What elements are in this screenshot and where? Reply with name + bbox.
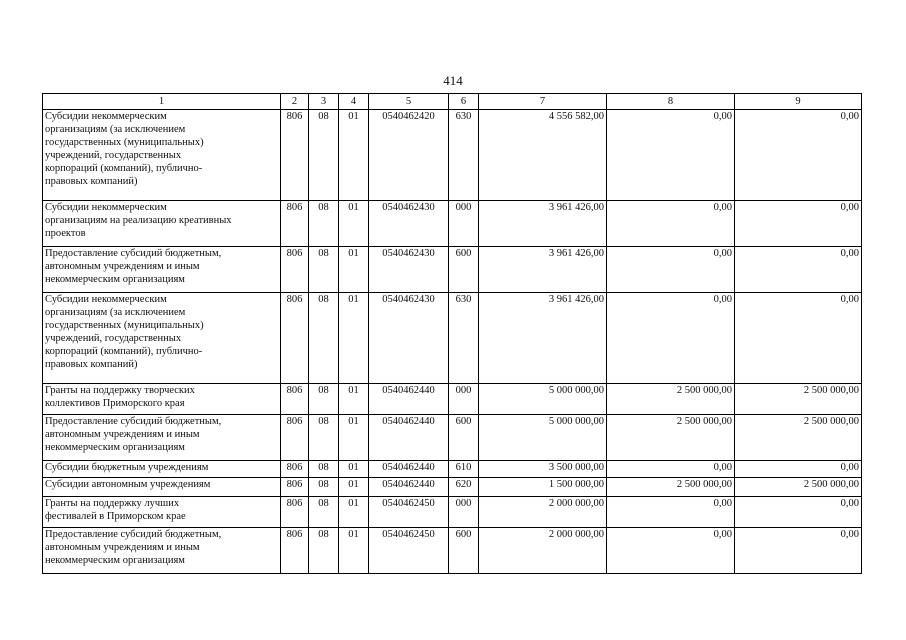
cell-amount-7: 3 961 426,00 (479, 201, 607, 247)
column-header: 5 (369, 94, 449, 110)
cell-section: 08 (309, 497, 339, 528)
budget-table (42, 93, 862, 574)
cell-expense-type: 600 (449, 528, 479, 574)
cell-amount-8: 0,00 (607, 461, 735, 478)
table-row (43, 478, 862, 497)
cell-amount-8: 0,00 (607, 201, 735, 247)
cell-amount-8: 0,00 (607, 247, 735, 293)
cell-ministry: 806 (281, 110, 309, 201)
cell-target-article: 0540462420 (369, 110, 449, 201)
cell-amount-8: 2 500 000,00 (607, 415, 735, 461)
cell-amount-7: 4 556 582,00 (479, 110, 607, 201)
column-header: 1 (43, 94, 281, 110)
cell-expense-type: 610 (449, 461, 479, 478)
cell-expense-type: 630 (449, 110, 479, 201)
cell-amount-7: 5 000 000,00 (479, 384, 607, 415)
cell-subsection: 01 (339, 110, 369, 201)
table-row (43, 110, 862, 201)
cell-amount-7: 1 500 000,00 (479, 478, 607, 497)
cell-amount-8: 0,00 (607, 497, 735, 528)
cell-section: 08 (309, 478, 339, 497)
column-header: 4 (339, 94, 369, 110)
cell-section: 08 (309, 415, 339, 461)
cell-ministry: 806 (281, 528, 309, 574)
column-header: 9 (735, 94, 862, 110)
cell-section: 08 (309, 528, 339, 574)
cell-amount-8: 2 500 000,00 (607, 478, 735, 497)
cell-expense-type: 000 (449, 201, 479, 247)
table-row (43, 461, 862, 478)
cell-subsection: 01 (339, 461, 369, 478)
row-name: Предоставление субсидий бюджетным, автономным учреждениям и иным некоммерческим организациям (43, 415, 281, 461)
cell-subsection: 01 (339, 293, 369, 384)
cell-section: 08 (309, 384, 339, 415)
cell-expense-type: 600 (449, 247, 479, 293)
table-row (43, 497, 862, 528)
cell-ministry: 806 (281, 461, 309, 478)
cell-amount-8: 0,00 (607, 293, 735, 384)
cell-target-article: 0540462450 (369, 497, 449, 528)
cell-target-article: 0540462440 (369, 384, 449, 415)
cell-subsection: 01 (339, 528, 369, 574)
cell-target-article: 0540462440 (369, 415, 449, 461)
cell-subsection: 01 (339, 247, 369, 293)
cell-amount-9: 0,00 (735, 293, 862, 384)
cell-target-article: 0540462430 (369, 293, 449, 384)
cell-target-article: 0540462430 (369, 247, 449, 293)
cell-ministry: 806 (281, 415, 309, 461)
cell-ministry: 806 (281, 497, 309, 528)
cell-amount-9: 0,00 (735, 497, 862, 528)
column-header: 7 (479, 94, 607, 110)
cell-amount-7: 2 000 000,00 (479, 528, 607, 574)
header-row (43, 94, 862, 110)
row-name: Гранты на поддержку лучших фестивалей в Приморском крае (43, 497, 281, 528)
row-name: Предоставление субсидий бюджетным, автономным учреждениям и иным некоммерческим организациям (43, 247, 281, 293)
cell-expense-type: 000 (449, 497, 479, 528)
cell-amount-7: 2 000 000,00 (479, 497, 607, 528)
cell-target-article: 0540462450 (369, 528, 449, 574)
column-header: 8 (607, 94, 735, 110)
cell-amount-9: 0,00 (735, 461, 862, 478)
table-row (43, 528, 862, 574)
cell-target-article: 0540462440 (369, 461, 449, 478)
cell-section: 08 (309, 461, 339, 478)
cell-amount-8: 0,00 (607, 528, 735, 574)
cell-amount-8: 2 500 000,00 (607, 384, 735, 415)
cell-amount-9: 0,00 (735, 528, 862, 574)
row-name: Субсидии некоммерческим организациям (за исключением государственных (муниципальных) учреждений, государственных корпораций (компаний), публично- правовых компаний) (43, 110, 281, 201)
cell-amount-9: 0,00 (735, 110, 862, 201)
cell-amount-7: 3 961 426,00 (479, 293, 607, 384)
cell-subsection: 01 (339, 478, 369, 497)
row-name: Субсидии некоммерческим организациям (за исключением государственных (муниципальных) учреждений, государственных корпораций (компаний), публично- правовых компаний) (43, 293, 281, 384)
column-header: 3 (309, 94, 339, 110)
cell-ministry: 806 (281, 478, 309, 497)
table-row (43, 415, 862, 461)
cell-amount-9: 0,00 (735, 247, 862, 293)
cell-section: 08 (309, 247, 339, 293)
cell-section: 08 (309, 293, 339, 384)
cell-amount-7: 5 000 000,00 (479, 415, 607, 461)
cell-expense-type: 620 (449, 478, 479, 497)
cell-amount-7: 3 500 000,00 (479, 461, 607, 478)
cell-subsection: 01 (339, 497, 369, 528)
cell-section: 08 (309, 110, 339, 201)
cell-expense-type: 630 (449, 293, 479, 384)
cell-target-article: 0540462430 (369, 201, 449, 247)
cell-ministry: 806 (281, 384, 309, 415)
table-row (43, 384, 862, 415)
row-name: Субсидии автономным учреждениям (43, 478, 281, 497)
row-name: Предоставление субсидий бюджетным, автономным учреждениям и иным некоммерческим организациям (43, 528, 281, 574)
table-row (43, 293, 862, 384)
cell-amount-7: 3 961 426,00 (479, 247, 607, 293)
cell-expense-type: 000 (449, 384, 479, 415)
table-row (43, 247, 862, 293)
cell-target-article: 0540462440 (369, 478, 449, 497)
column-header: 6 (449, 94, 479, 110)
page-number: 414 (443, 73, 463, 88)
cell-amount-9: 2 500 000,00 (735, 384, 862, 415)
row-name: Субсидии некоммерческим организациям на реализацию креативных проектов (43, 201, 281, 247)
cell-subsection: 01 (339, 201, 369, 247)
cell-ministry: 806 (281, 201, 309, 247)
cell-subsection: 01 (339, 384, 369, 415)
cell-amount-8: 0,00 (607, 110, 735, 201)
column-header: 2 (281, 94, 309, 110)
cell-ministry: 806 (281, 293, 309, 384)
cell-expense-type: 600 (449, 415, 479, 461)
cell-ministry: 806 (281, 247, 309, 293)
cell-subsection: 01 (339, 415, 369, 461)
cell-amount-9: 0,00 (735, 201, 862, 247)
cell-amount-9: 2 500 000,00 (735, 415, 862, 461)
row-name: Субсидии бюджетным учреждениям (43, 461, 281, 478)
row-name: Гранты на поддержку творческих коллективов Приморского края (43, 384, 281, 415)
cell-amount-9: 2 500 000,00 (735, 478, 862, 497)
cell-section: 08 (309, 201, 339, 247)
table-row (43, 201, 862, 247)
